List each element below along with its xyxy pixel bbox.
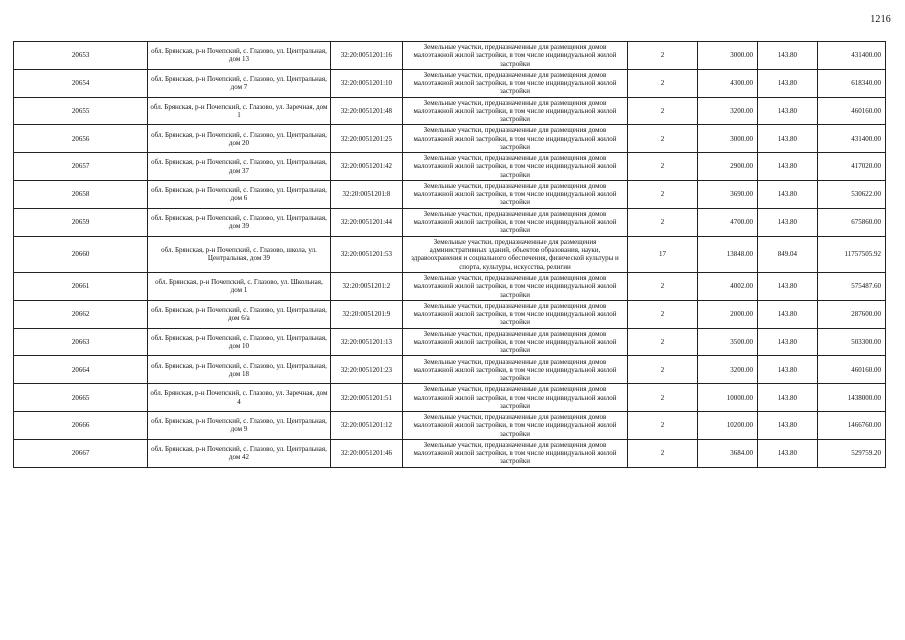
row-number: 20656 bbox=[14, 125, 148, 153]
cadastral-number-cell: 32:20:0051201:10 bbox=[330, 69, 402, 97]
cadastral-number-cell: 32:20:0051201:16 bbox=[330, 42, 402, 70]
land-use-cell: Земельные участки, предназначенные для размещения домов малоэтажной жилой застройки, в том числе индивидуальной жилой застройки bbox=[403, 300, 628, 328]
table-row bbox=[14, 208, 886, 236]
address-cell: обл. Брянская, р-н Почепский, с. Глазово, ул. Школьная, дом 1 bbox=[148, 273, 331, 301]
area-cell: 3000.00 bbox=[698, 125, 758, 153]
area-cell: 3200.00 bbox=[698, 97, 758, 125]
table-row bbox=[14, 356, 886, 384]
group-number-cell: 2 bbox=[627, 125, 697, 153]
land-use-cell: Земельные участки, предназначенные для размещения домов малоэтажной жилой застройки, в том числе индивидуальной жилой застройки bbox=[403, 153, 628, 181]
table-row bbox=[14, 42, 886, 70]
cadastral-value-cell: 618340.00 bbox=[817, 69, 885, 97]
area-cell: 10200.00 bbox=[698, 412, 758, 440]
address-cell: обл. Брянская, р-н Почепский, с. Глазово, ул. Центральная, дом 18 bbox=[148, 356, 331, 384]
table-row bbox=[14, 69, 886, 97]
table-row bbox=[14, 300, 886, 328]
address-cell: обл. Брянская, р-н Почепский, с. Глазово, ул. Заречная, дом 1 bbox=[148, 97, 331, 125]
page-number: 1216 bbox=[870, 14, 891, 25]
table-row bbox=[14, 412, 886, 440]
address-cell: обл. Брянская, р-н Почепский, с. Глазово, ул. Центральная, дом 9 bbox=[148, 412, 331, 440]
cadastral-number-cell: 32:20:0051201:23 bbox=[330, 356, 402, 384]
table-row bbox=[14, 328, 886, 356]
row-number: 20661 bbox=[14, 273, 148, 301]
group-number-cell: 2 bbox=[627, 356, 697, 384]
table-body bbox=[14, 42, 886, 468]
address-cell: обл. Брянская, р-н Почепский, с. Глазово, школа, ул. Центральная, дом 39 bbox=[148, 236, 331, 273]
area-cell: 13848.00 bbox=[698, 236, 758, 273]
land-use-cell: Земельные участки, предназначенные для размещения домов малоэтажной жилой застройки, в том числе индивидуальной жилой застройки bbox=[403, 412, 628, 440]
cadastral-number-cell: 32:20:0051201:8 bbox=[330, 180, 402, 208]
cadastral-number-cell: 32:20:0051201:12 bbox=[330, 412, 402, 440]
land-use-cell: Земельные участки, предназначенные для размещения домов малоэтажной жилой застройки, в том числе индивидуальной жилой застройки bbox=[403, 180, 628, 208]
area-cell: 2000.00 bbox=[698, 300, 758, 328]
group-number-cell: 2 bbox=[627, 42, 697, 70]
row-number: 20654 bbox=[14, 69, 148, 97]
group-number-cell: 2 bbox=[627, 180, 697, 208]
group-number-cell: 2 bbox=[627, 153, 697, 181]
area-cell: 3000.00 bbox=[698, 42, 758, 70]
group-number-cell: 2 bbox=[627, 208, 697, 236]
land-use-cell: Земельные участки, предназначенные для размещения домов малоэтажной жилой застройки, в том числе индивидуальной жилой застройки bbox=[403, 328, 628, 356]
cadastral-number-cell: 32:20:0051201:9 bbox=[330, 300, 402, 328]
table-row bbox=[14, 273, 886, 301]
address-cell: обл. Брянская, р-н Почепский, с. Глазово, ул. Центральная, дом 10 bbox=[148, 328, 331, 356]
land-use-cell: Земельные участки, предназначенные для размещения домов малоэтажной жилой застройки, в том числе индивидуальной жилой застройки bbox=[403, 97, 628, 125]
group-number-cell: 2 bbox=[627, 273, 697, 301]
row-number: 20659 bbox=[14, 208, 148, 236]
cadastral-number-cell: 32:20:0051201:42 bbox=[330, 153, 402, 181]
table-row bbox=[14, 97, 886, 125]
address-cell: обл. Брянская, р-н Почепский, с. Глазово, ул. Центральная, дом 7 bbox=[148, 69, 331, 97]
area-cell: 4002.00 bbox=[698, 273, 758, 301]
specific-value-cell: 143.80 bbox=[757, 97, 817, 125]
address-cell: обл. Брянская, р-н Почепский, с. Глазово, ул. Центральная, дом 20 bbox=[148, 125, 331, 153]
area-cell: 10000.00 bbox=[698, 384, 758, 412]
land-use-cell: Земельные участки, предназначенные для размещения домов малоэтажной жилой застройки, в том числе индивидуальной жилой застройки bbox=[403, 384, 628, 412]
group-number-cell: 2 bbox=[627, 69, 697, 97]
cadastral-number-cell: 32:20:0051201:46 bbox=[330, 439, 402, 467]
group-number-cell: 2 bbox=[627, 328, 697, 356]
cadastral-value-cell: 431400.00 bbox=[817, 125, 885, 153]
area-cell: 4700.00 bbox=[698, 208, 758, 236]
cadastral-value-table bbox=[13, 41, 886, 468]
group-number-cell: 2 bbox=[627, 300, 697, 328]
table-row bbox=[14, 180, 886, 208]
specific-value-cell: 143.80 bbox=[757, 384, 817, 412]
row-number: 20664 bbox=[14, 356, 148, 384]
specific-value-cell: 143.80 bbox=[757, 180, 817, 208]
land-use-cell: Земельные участки, предназначенные для размещения домов малоэтажной жилой застройки, в том числе индивидуальной жилой застройки bbox=[403, 439, 628, 467]
cadastral-number-cell: 32:20:0051201:2 bbox=[330, 273, 402, 301]
cadastral-value-cell: 417020.00 bbox=[817, 153, 885, 181]
row-number: 20655 bbox=[14, 97, 148, 125]
row-number: 20660 bbox=[14, 236, 148, 273]
specific-value-cell: 143.80 bbox=[757, 273, 817, 301]
cadastral-value-cell: 529759.20 bbox=[817, 439, 885, 467]
cadastral-number-cell: 32:20:0051201:13 bbox=[330, 328, 402, 356]
cadastral-value-cell: 1438000.00 bbox=[817, 384, 885, 412]
land-use-cell: Земельные участки, предназначенные для размещения домов малоэтажной жилой застройки, в том числе индивидуальной жилой застройки bbox=[403, 42, 628, 70]
table-row bbox=[14, 236, 886, 273]
cadastral-value-cell: 460160.00 bbox=[817, 356, 885, 384]
cadastral-number-cell: 32:20:0051201:48 bbox=[330, 97, 402, 125]
land-use-cell: Земельные участки, предназначенные для размещения домов малоэтажной жилой застройки, в том числе индивидуальной жилой застройки bbox=[403, 208, 628, 236]
specific-value-cell: 143.80 bbox=[757, 328, 817, 356]
group-number-cell: 2 bbox=[627, 384, 697, 412]
land-use-cell: Земельные участки, предназначенные для размещения домов малоэтажной жилой застройки, в том числе индивидуальной жилой застройки bbox=[403, 273, 628, 301]
address-cell: обл. Брянская, р-н Почепский, с. Глазово, ул. Центральная, дом 37 bbox=[148, 153, 331, 181]
area-cell: 3684.00 bbox=[698, 439, 758, 467]
row-number: 20657 bbox=[14, 153, 148, 181]
area-cell: 4300.00 bbox=[698, 69, 758, 97]
cadastral-number-cell: 32:20:0051201:44 bbox=[330, 208, 402, 236]
address-cell: обл. Брянская, р-н Почепский, с. Глазово, ул. Центральная, дом 39 bbox=[148, 208, 331, 236]
cadastral-number-cell: 32:20:0051201:25 bbox=[330, 125, 402, 153]
land-use-cell: Земельные участки, предназначенные для размещения домов малоэтажной жилой застройки, в том числе индивидуальной жилой застройки bbox=[403, 125, 628, 153]
specific-value-cell: 143.80 bbox=[757, 356, 817, 384]
land-use-cell: Земельные участки, предназначенные для размещения домов малоэтажной жилой застройки, в том числе индивидуальной жилой застройки bbox=[403, 356, 628, 384]
address-cell: обл. Брянская, р-н Почепский, с. Глазово, ул. Центральная, дом 6/а bbox=[148, 300, 331, 328]
cadastral-number-cell: 32:20:0051201:51 bbox=[330, 384, 402, 412]
cadastral-value-cell: 503300.00 bbox=[817, 328, 885, 356]
specific-value-cell: 143.80 bbox=[757, 412, 817, 440]
row-number: 20666 bbox=[14, 412, 148, 440]
cadastral-value-cell: 11757505.92 bbox=[817, 236, 885, 273]
specific-value-cell: 849.04 bbox=[757, 236, 817, 273]
table-row bbox=[14, 153, 886, 181]
group-number-cell: 2 bbox=[627, 97, 697, 125]
group-number-cell: 2 bbox=[627, 412, 697, 440]
cadastral-value-cell: 1466760.00 bbox=[817, 412, 885, 440]
specific-value-cell: 143.80 bbox=[757, 208, 817, 236]
address-cell: обл. Брянская, р-н Почепский, с. Глазово, ул. Центральная, дом 6 bbox=[148, 180, 331, 208]
table-row bbox=[14, 384, 886, 412]
cadastral-value-cell: 431400.00 bbox=[817, 42, 885, 70]
group-number-cell: 2 bbox=[627, 439, 697, 467]
group-number-cell: 17 bbox=[627, 236, 697, 273]
row-number: 20667 bbox=[14, 439, 148, 467]
row-number: 20658 bbox=[14, 180, 148, 208]
area-cell: 3200.00 bbox=[698, 356, 758, 384]
cadastral-number-cell: 32:20:0051201:53 bbox=[330, 236, 402, 273]
specific-value-cell: 143.80 bbox=[757, 125, 817, 153]
row-number: 20665 bbox=[14, 384, 148, 412]
land-use-cell: Земельные участки, предназначенные для размещения домов малоэтажной жилой застройки, в том числе индивидуальной жилой застройки bbox=[403, 69, 628, 97]
specific-value-cell: 143.80 bbox=[757, 69, 817, 97]
cadastral-value-cell: 460160.00 bbox=[817, 97, 885, 125]
specific-value-cell: 143.80 bbox=[757, 300, 817, 328]
row-number: 20653 bbox=[14, 42, 148, 70]
cadastral-value-cell: 287600.00 bbox=[817, 300, 885, 328]
row-number: 20662 bbox=[14, 300, 148, 328]
area-cell: 2900.00 bbox=[698, 153, 758, 181]
cadastral-value-cell: 675860.00 bbox=[817, 208, 885, 236]
specific-value-cell: 143.80 bbox=[757, 42, 817, 70]
area-cell: 3690.00 bbox=[698, 180, 758, 208]
area-cell: 3500.00 bbox=[698, 328, 758, 356]
cadastral-value-cell: 575487.60 bbox=[817, 273, 885, 301]
cadastral-value-cell: 530622.00 bbox=[817, 180, 885, 208]
specific-value-cell: 143.80 bbox=[757, 153, 817, 181]
address-cell: обл. Брянская, р-н Почепский, с. Глазово, ул. Центральная, дом 42 bbox=[148, 439, 331, 467]
specific-value-cell: 143.80 bbox=[757, 439, 817, 467]
table-row bbox=[14, 125, 886, 153]
land-use-cell: Земельные участки, предназначенные для размещения административных зданий, объектов образования, науки, здравоохранения и социального обеспечения, физической культуры и спорта, культуры, искусства, религии bbox=[403, 236, 628, 273]
row-number: 20663 bbox=[14, 328, 148, 356]
address-cell: обл. Брянская, р-н Почепский, с. Глазово, ул. Центральная, дом 13 bbox=[148, 42, 331, 70]
address-cell: обл. Брянская, р-н Почепский, с. Глазово, ул. Заречная, дом 4 bbox=[148, 384, 331, 412]
table-row bbox=[14, 439, 886, 467]
